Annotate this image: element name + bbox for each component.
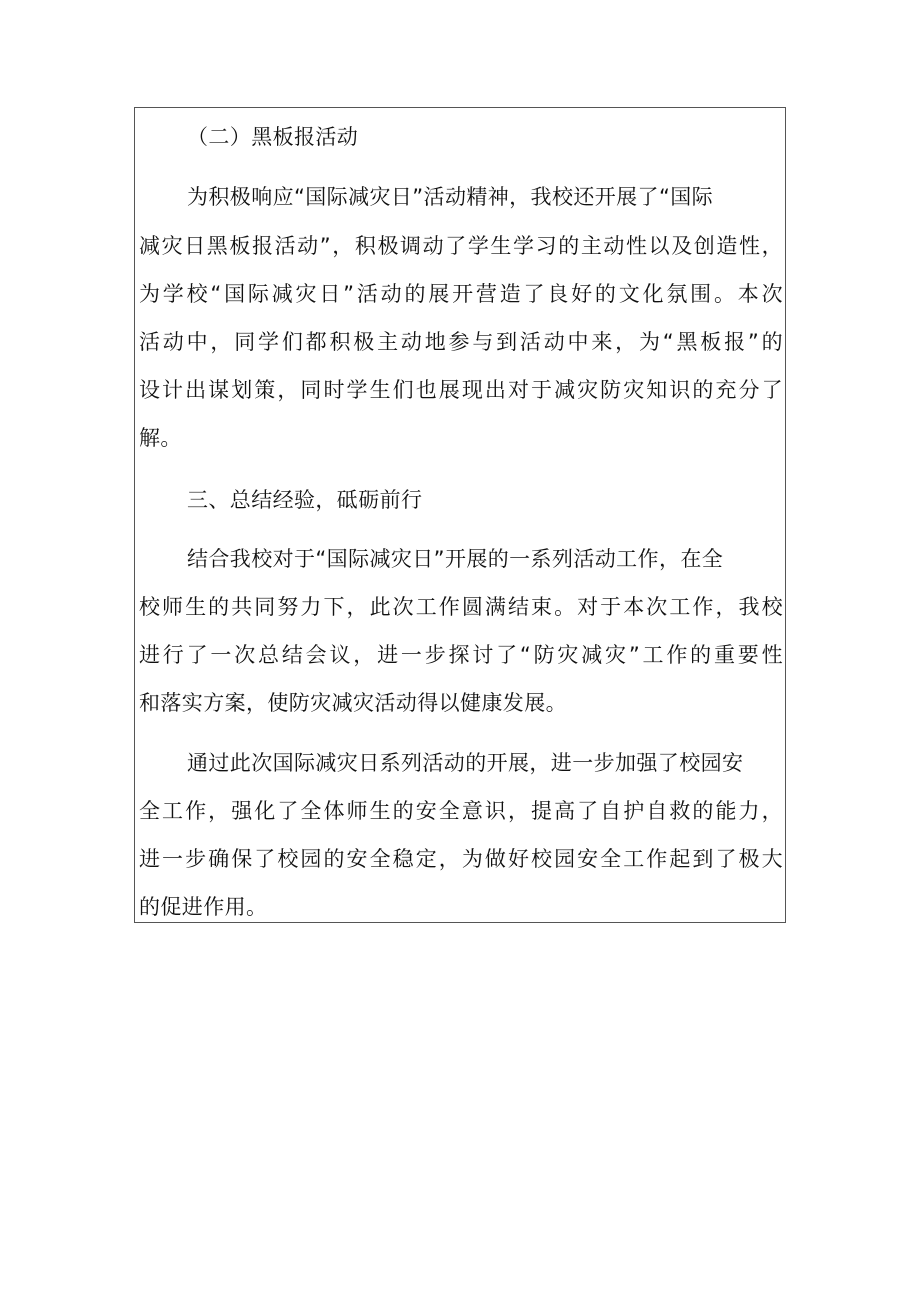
paragraph-1-line-3: 为学校“国际减灾日”活动的展开营造了良好的文化氛围。本次 xyxy=(139,282,783,306)
paragraph-2-line-4: 和落实方案，使防灾减灾活动得以健康发展。 xyxy=(139,691,567,715)
subheading-blackboard-activity: （二）黑板报活动 xyxy=(187,125,359,149)
paragraph-1-line-2: 减灾日黑板报活动”，积极调动了学生学习的主动性以及创造性， xyxy=(139,234,783,258)
paragraph-3-line-4: 的促进作用。 xyxy=(139,895,268,919)
paragraph-3-line-1: 通过此次国际减灾日系列活动的开展，进一步加强了校园安 xyxy=(187,751,744,775)
paragraph-1-line-4: 活动中，同学们都积极主动地参与到活动中来，为“黑板报”的 xyxy=(139,330,783,354)
paragraph-2-line-3: 进行了一次总结会议，进一步探讨了“防灾减灾”工作的重要性 xyxy=(139,643,783,667)
paragraph-1-line-6: 解。 xyxy=(139,426,182,450)
paragraph-3-line-3: 进一步确保了校园的安全稳定，为做好校园安全工作起到了极大 xyxy=(139,847,783,871)
paragraph-1-line-1: 为积极响应“国际减灾日”活动精神，我校还开展了“国际 xyxy=(187,185,714,209)
paragraph-2-line-1: 结合我校对于“国际减灾日”开展的一系列活动工作，在全 xyxy=(187,547,724,571)
section-heading-summary: 三、总结经验，砥砺前行 xyxy=(187,488,423,512)
paragraph-3-line-2: 全工作，强化了全体师生的安全意识，提高了自护自救的能力， xyxy=(139,799,783,823)
paragraph-2-line-2: 校师生的共同努力下，此次工作圆满结束。对于本次工作，我校 xyxy=(139,595,783,619)
document-box xyxy=(134,107,786,923)
paragraph-1-line-5: 设计出谋划策，同时学生们也展现出对于减灾防灾知识的充分了 xyxy=(139,378,783,402)
